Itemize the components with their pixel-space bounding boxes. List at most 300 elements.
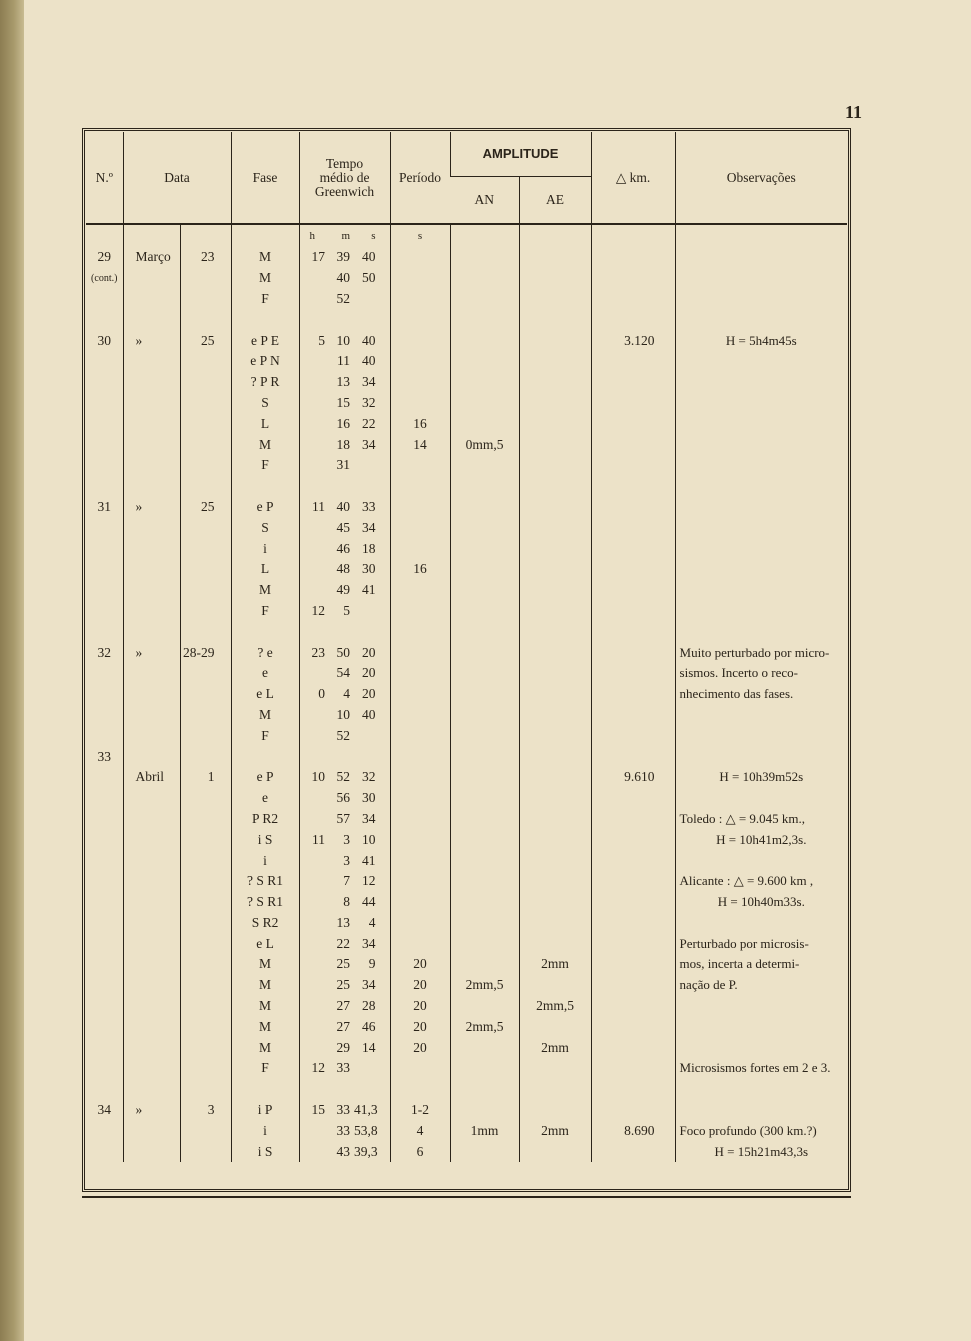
month-cell bbox=[123, 621, 180, 642]
distance-km-cell bbox=[591, 871, 675, 892]
amplitude-n-cell bbox=[450, 517, 519, 538]
event-number-cell bbox=[86, 476, 123, 497]
time-hours-cell bbox=[299, 1016, 329, 1037]
month-cell bbox=[123, 580, 180, 601]
period-cell: 20 bbox=[390, 996, 450, 1017]
period-cell bbox=[390, 517, 450, 538]
time-seconds-cell bbox=[354, 455, 390, 476]
time-hours-cell: 11 bbox=[299, 497, 329, 518]
event-number-cell bbox=[86, 1037, 123, 1058]
day-cell bbox=[180, 393, 231, 414]
table-row bbox=[86, 289, 847, 310]
time-minutes-cell: 52 bbox=[336, 727, 351, 743]
day-cell bbox=[180, 746, 231, 767]
observation-cell bbox=[675, 621, 847, 642]
day-cell bbox=[180, 309, 231, 330]
table-row bbox=[86, 705, 847, 726]
amplitude-n-cell bbox=[450, 268, 519, 289]
event-number-cell bbox=[86, 1120, 123, 1141]
time-minutes-cell: 29 bbox=[336, 1039, 351, 1055]
phase-cell bbox=[231, 1079, 299, 1100]
time-minutes-cell: 10 bbox=[336, 332, 351, 348]
time-minutes-cell bbox=[329, 309, 354, 330]
observation-cell: H = 10h41m2,3s. bbox=[675, 829, 847, 850]
phase-cell: ? S R1 bbox=[231, 892, 299, 913]
time-hours-cell bbox=[299, 580, 329, 601]
table-row bbox=[86, 476, 847, 497]
event-number-cell bbox=[86, 975, 123, 996]
distance-km-cell bbox=[591, 996, 675, 1017]
amplitude-e-cell: 2mm,5 bbox=[519, 996, 591, 1017]
table-row bbox=[86, 309, 847, 330]
table-row bbox=[86, 996, 847, 1017]
month-cell bbox=[123, 1058, 180, 1079]
distance-km-cell bbox=[591, 476, 675, 497]
amplitude-e-cell bbox=[519, 351, 591, 372]
amplitude-n-cell bbox=[450, 476, 519, 497]
time-seconds-cell bbox=[354, 1079, 390, 1100]
event-number-cell bbox=[86, 1016, 123, 1037]
phase-cell: i bbox=[231, 850, 299, 871]
time-minutes-cell: 3 bbox=[343, 852, 351, 868]
month-cell bbox=[123, 372, 180, 393]
day-cell bbox=[180, 559, 231, 580]
time-hours-cell bbox=[299, 850, 329, 871]
header-fase: Fase bbox=[231, 132, 299, 224]
event-number-cell: 31 bbox=[97, 498, 111, 514]
observation-cell: nação de P. bbox=[675, 975, 847, 996]
time-hours-cell: 12 bbox=[299, 1058, 329, 1079]
amplitude-n-cell: 1mm bbox=[450, 1120, 519, 1141]
period-cell bbox=[390, 913, 450, 934]
event-number-cell bbox=[86, 351, 123, 372]
day-cell bbox=[180, 621, 231, 642]
distance-km-cell bbox=[591, 892, 675, 913]
time-seconds-cell: 30 bbox=[362, 790, 376, 806]
phase-cell: S R2 bbox=[231, 913, 299, 934]
event-number-cell bbox=[86, 517, 123, 538]
time-hours-cell bbox=[299, 455, 329, 476]
amplitude-e-cell: 2mm bbox=[519, 954, 591, 975]
amplitude-n-cell bbox=[450, 705, 519, 726]
observation-cell: Microsismos fortes em 2 e 3. bbox=[675, 1058, 847, 1079]
table-row bbox=[86, 601, 847, 622]
phase-cell bbox=[231, 746, 299, 767]
amplitude-n-cell: 2mm,5 bbox=[450, 975, 519, 996]
month-cell bbox=[123, 559, 180, 580]
period-cell bbox=[390, 351, 450, 372]
period-cell bbox=[390, 580, 450, 601]
table-row bbox=[86, 767, 847, 788]
distance-km-cell bbox=[591, 372, 675, 393]
amplitude-e-cell bbox=[519, 850, 591, 871]
amplitude-n-cell bbox=[450, 413, 519, 434]
period-cell bbox=[390, 309, 450, 330]
period-cell: 6 bbox=[390, 1141, 450, 1162]
observation-cell bbox=[675, 455, 847, 476]
observation-cell bbox=[675, 580, 847, 601]
observation-cell bbox=[675, 476, 847, 497]
table-row bbox=[86, 829, 847, 850]
amplitude-n-cell: 0mm,5 bbox=[450, 434, 519, 455]
period-cell bbox=[390, 601, 450, 622]
time-minutes-cell: 40 bbox=[336, 498, 351, 514]
day-cell bbox=[180, 413, 231, 434]
period-cell bbox=[390, 642, 450, 663]
event-number-cell bbox=[86, 621, 123, 642]
time-seconds-cell: 34 bbox=[362, 810, 376, 826]
distance-km-cell bbox=[591, 497, 675, 518]
event-number-cell bbox=[86, 663, 123, 684]
table-row bbox=[86, 933, 847, 954]
day-cell bbox=[180, 601, 231, 622]
period-cell: 16 bbox=[390, 413, 450, 434]
period-cell bbox=[390, 767, 450, 788]
table-row bbox=[86, 871, 847, 892]
phase-cell bbox=[231, 476, 299, 497]
header-periodo: Período bbox=[390, 132, 450, 224]
event-number-cell bbox=[86, 1141, 123, 1162]
time-seconds-cell: 34 bbox=[362, 436, 376, 452]
time-minutes-cell: 5 bbox=[343, 602, 351, 618]
amplitude-e-cell: 2mm bbox=[519, 1120, 591, 1141]
distance-km-cell bbox=[591, 1079, 675, 1100]
day-cell: 3 bbox=[180, 1100, 231, 1121]
day-cell bbox=[180, 1016, 231, 1037]
amplitude-e-cell bbox=[519, 434, 591, 455]
amplitude-n-cell bbox=[450, 933, 519, 954]
amplitude-n-cell bbox=[450, 850, 519, 871]
day-cell bbox=[180, 809, 231, 830]
event-number-cell bbox=[86, 871, 123, 892]
day-cell bbox=[180, 954, 231, 975]
observation-cell: H = 5h4m45s bbox=[675, 330, 847, 351]
period-cell bbox=[390, 829, 450, 850]
month-cell bbox=[123, 725, 180, 746]
time-hours-cell bbox=[299, 705, 329, 726]
month-cell bbox=[123, 289, 180, 310]
time-minutes-cell: 8 bbox=[343, 894, 351, 910]
time-hours-cell bbox=[299, 351, 329, 372]
amplitude-e-cell bbox=[519, 1100, 591, 1121]
day-cell bbox=[180, 289, 231, 310]
time-minutes-cell bbox=[329, 476, 354, 497]
event-number-cell: 32 bbox=[97, 644, 111, 660]
month-cell bbox=[123, 705, 180, 726]
phase-cell: F bbox=[231, 455, 299, 476]
time-minutes-cell: 33 bbox=[336, 1060, 351, 1076]
time-hours-cell: 17 bbox=[299, 247, 329, 268]
time-minutes-cell: 16 bbox=[336, 415, 351, 431]
table-row bbox=[86, 1058, 847, 1079]
time-minutes-cell: 10 bbox=[336, 706, 351, 722]
amplitude-n-cell bbox=[450, 289, 519, 310]
amplitude-e-cell bbox=[519, 705, 591, 726]
time-seconds-cell bbox=[354, 309, 390, 330]
table-row bbox=[86, 1120, 847, 1141]
time-hours-cell bbox=[299, 434, 329, 455]
distance-km-cell bbox=[591, 1058, 675, 1079]
time-minutes-cell: 11 bbox=[337, 353, 351, 369]
amplitude-e-cell bbox=[519, 330, 591, 351]
time-minutes-cell: 25 bbox=[336, 956, 351, 972]
phase-cell: L bbox=[231, 559, 299, 580]
time-minutes-cell: 15 bbox=[336, 394, 351, 410]
time-seconds-cell: 10 bbox=[362, 831, 376, 847]
phase-cell: e bbox=[231, 663, 299, 684]
observation-cell bbox=[675, 372, 847, 393]
amplitude-n-cell bbox=[450, 621, 519, 642]
time-hours-cell bbox=[299, 517, 329, 538]
distance-km-cell bbox=[591, 975, 675, 996]
distance-km-cell bbox=[591, 705, 675, 726]
time-hours-cell: 12 bbox=[299, 601, 329, 622]
phase-cell: i bbox=[231, 538, 299, 559]
time-hours-cell bbox=[299, 372, 329, 393]
day-cell bbox=[180, 538, 231, 559]
day-cell bbox=[180, 517, 231, 538]
amplitude-e-cell bbox=[519, 767, 591, 788]
observation-cell bbox=[675, 913, 847, 934]
observation-cell bbox=[675, 247, 847, 268]
time-hours-cell: 10 bbox=[299, 767, 329, 788]
phase-cell: e P bbox=[231, 497, 299, 518]
amplitude-n-cell bbox=[450, 580, 519, 601]
distance-km-cell bbox=[591, 829, 675, 850]
distance-km-cell bbox=[591, 559, 675, 580]
time-hours-cell: 5 bbox=[299, 330, 329, 351]
event-number-cell bbox=[86, 538, 123, 559]
distance-km-cell bbox=[591, 725, 675, 746]
month-cell bbox=[123, 684, 180, 705]
time-hours-cell bbox=[299, 725, 329, 746]
amplitude-e-cell bbox=[519, 247, 591, 268]
header-data: Data bbox=[123, 132, 231, 224]
table-row bbox=[86, 497, 847, 518]
month-cell bbox=[123, 746, 180, 767]
event-number-cell bbox=[86, 580, 123, 601]
observation-cell bbox=[675, 725, 847, 746]
amplitude-n-cell bbox=[450, 1100, 519, 1121]
time-seconds-cell: 34 bbox=[362, 374, 376, 390]
time-minutes-cell: 46 bbox=[336, 540, 351, 556]
amplitude-n-cell bbox=[450, 663, 519, 684]
event-number-cell bbox=[86, 913, 123, 934]
time-minutes-cell: 39 bbox=[336, 249, 351, 265]
time-seconds-cell bbox=[354, 289, 390, 310]
phase-cell: ? S R1 bbox=[231, 871, 299, 892]
event-number-cell bbox=[86, 413, 123, 434]
observation-cell: sismos. Incerto o reco- bbox=[675, 663, 847, 684]
time-seconds-cell: 12 bbox=[362, 873, 376, 889]
phase-cell: L bbox=[231, 413, 299, 434]
event-number-cell bbox=[86, 933, 123, 954]
time-seconds-cell bbox=[354, 725, 390, 746]
header-row bbox=[86, 132, 847, 177]
table-row bbox=[86, 850, 847, 871]
time-hours-cell bbox=[299, 559, 329, 580]
time-seconds-cell bbox=[354, 746, 390, 767]
table-row bbox=[86, 559, 847, 580]
time-minutes-cell bbox=[329, 746, 354, 767]
month-cell bbox=[123, 1079, 180, 1100]
amplitude-e-cell bbox=[519, 829, 591, 850]
month-cell bbox=[123, 809, 180, 830]
event-number-cell bbox=[86, 809, 123, 830]
page-edge bbox=[0, 0, 24, 1341]
distance-km-cell bbox=[591, 933, 675, 954]
observation-cell: Toledo : △ = 9.045 km., bbox=[675, 809, 847, 830]
observation-cell: Perturbado por microsis- bbox=[675, 933, 847, 954]
amplitude-e-cell bbox=[519, 393, 591, 414]
day-cell bbox=[180, 725, 231, 746]
amplitude-e-cell bbox=[519, 497, 591, 518]
amplitude-e-cell bbox=[519, 1141, 591, 1162]
period-cell bbox=[390, 871, 450, 892]
distance-km-cell bbox=[591, 1016, 675, 1037]
table-row bbox=[86, 913, 847, 934]
observation-cell bbox=[675, 538, 847, 559]
distance-km-cell: 9.610 bbox=[591, 767, 675, 788]
table-row bbox=[86, 247, 847, 268]
month-cell bbox=[123, 850, 180, 871]
observation-cell bbox=[675, 289, 847, 310]
time-hours-cell bbox=[299, 1037, 329, 1058]
amplitude-e-cell bbox=[519, 289, 591, 310]
seismic-data-table bbox=[86, 132, 847, 1162]
distance-km-cell bbox=[591, 351, 675, 372]
time-seconds-cell: 53,8 bbox=[354, 1122, 378, 1138]
time-hours-cell bbox=[299, 954, 329, 975]
amplitude-e-cell bbox=[519, 476, 591, 497]
time-hours-cell bbox=[299, 1120, 329, 1141]
day-cell: 28-29 bbox=[180, 642, 231, 663]
distance-km-cell bbox=[591, 642, 675, 663]
amplitude-n-cell bbox=[450, 309, 519, 330]
day-cell bbox=[180, 476, 231, 497]
day-cell bbox=[180, 1058, 231, 1079]
day-cell bbox=[180, 850, 231, 871]
time-minutes-cell: 54 bbox=[336, 665, 351, 681]
event-number-cell: 33 bbox=[97, 748, 111, 764]
time-minutes-cell: 7 bbox=[343, 873, 351, 889]
event-number-cell bbox=[86, 393, 123, 414]
phase-cell: ? e bbox=[231, 642, 299, 663]
observation-cell: H = 10h40m33s. bbox=[675, 892, 847, 913]
time-minutes-cell: 50 bbox=[336, 644, 351, 660]
period-cell bbox=[390, 393, 450, 414]
time-seconds-cell: 40 bbox=[362, 249, 376, 265]
time-hours-cell bbox=[299, 413, 329, 434]
observation-cell bbox=[675, 1079, 847, 1100]
amplitude-n-cell: 2mm,5 bbox=[450, 1016, 519, 1037]
time-seconds-cell: 34 bbox=[362, 519, 376, 535]
amplitude-e-cell bbox=[519, 517, 591, 538]
observation-cell: Muito perturbado por micro- bbox=[675, 642, 847, 663]
phase-cell: S bbox=[231, 393, 299, 414]
table-row bbox=[86, 788, 847, 809]
time-seconds-cell: 41 bbox=[362, 582, 376, 598]
amplitude-n-cell bbox=[450, 829, 519, 850]
month-cell bbox=[123, 663, 180, 684]
amplitude-n-cell bbox=[450, 330, 519, 351]
time-hours-cell bbox=[299, 393, 329, 414]
month-cell bbox=[123, 892, 180, 913]
event-number-cell: 34 bbox=[97, 1102, 111, 1118]
time-seconds-cell bbox=[354, 1058, 390, 1079]
phase-cell bbox=[231, 621, 299, 642]
amplitude-e-cell bbox=[519, 309, 591, 330]
month-cell bbox=[123, 601, 180, 622]
table-row bbox=[86, 746, 847, 767]
time-seconds-cell: 41,3 bbox=[354, 1102, 378, 1118]
month-cell bbox=[123, 309, 180, 330]
time-seconds-cell: 18 bbox=[362, 540, 376, 556]
amplitude-e-cell bbox=[519, 892, 591, 913]
amplitude-n-cell bbox=[450, 954, 519, 975]
day-cell bbox=[180, 268, 231, 289]
time-hours-cell bbox=[299, 996, 329, 1017]
amplitude-e-cell bbox=[519, 933, 591, 954]
period-cell bbox=[390, 455, 450, 476]
observation-cell bbox=[675, 351, 847, 372]
header-observacoes: Observações bbox=[675, 132, 847, 224]
observation-cell bbox=[675, 309, 847, 330]
phase-cell: M bbox=[231, 580, 299, 601]
period-cell bbox=[390, 746, 450, 767]
table-row bbox=[86, 621, 847, 642]
time-minutes-cell: 49 bbox=[336, 582, 351, 598]
time-seconds-cell: 22 bbox=[362, 415, 376, 431]
amplitude-n-cell bbox=[450, 788, 519, 809]
table-row bbox=[86, 268, 847, 289]
event-number-cell bbox=[86, 850, 123, 871]
amplitude-e-cell bbox=[519, 1016, 591, 1037]
month-cell bbox=[123, 268, 180, 289]
table-row bbox=[86, 393, 847, 414]
distance-km-cell bbox=[591, 746, 675, 767]
day-cell bbox=[180, 663, 231, 684]
amplitude-e-cell bbox=[519, 684, 591, 705]
header-ae: AE bbox=[519, 177, 591, 224]
distance-km-cell bbox=[591, 289, 675, 310]
amplitude-n-cell bbox=[450, 767, 519, 788]
period-cell: 20 bbox=[390, 1016, 450, 1037]
observation-cell bbox=[675, 996, 847, 1017]
day-cell bbox=[180, 351, 231, 372]
observation-cell: Foco profundo (300 km.?) bbox=[675, 1120, 847, 1141]
distance-km-cell bbox=[591, 517, 675, 538]
observation-cell: nhecimento das fases. bbox=[675, 684, 847, 705]
phase-cell: M bbox=[231, 1016, 299, 1037]
event-number-cell bbox=[86, 725, 123, 746]
event-number-cell bbox=[86, 1079, 123, 1100]
day-cell bbox=[180, 975, 231, 996]
amplitude-n-cell bbox=[450, 497, 519, 518]
distance-km-cell bbox=[591, 621, 675, 642]
month-cell: Abril bbox=[123, 767, 180, 788]
event-number-cell bbox=[86, 705, 123, 726]
day-cell bbox=[180, 1120, 231, 1141]
phase-cell: i S bbox=[231, 829, 299, 850]
distance-km-cell bbox=[591, 455, 675, 476]
event-number-cell: 29 bbox=[97, 249, 111, 265]
phase-cell: ? P R bbox=[231, 372, 299, 393]
time-seconds-cell: 32 bbox=[362, 394, 376, 410]
day-cell bbox=[180, 580, 231, 601]
month-cell bbox=[123, 871, 180, 892]
time-minutes-cell bbox=[329, 621, 354, 642]
